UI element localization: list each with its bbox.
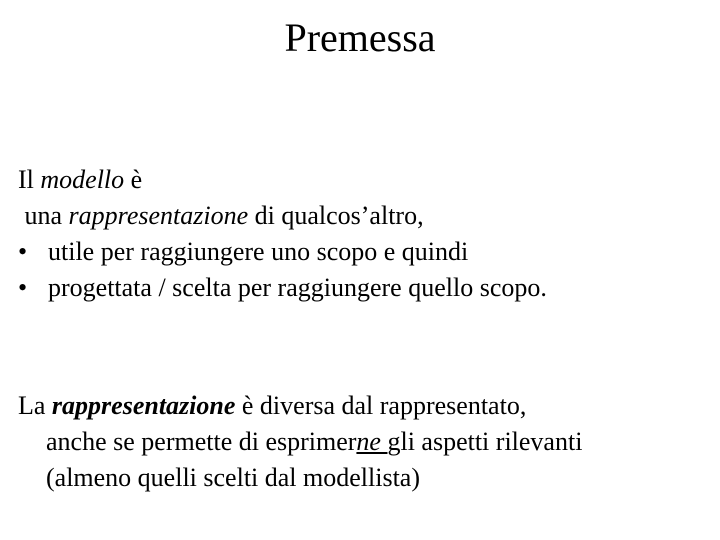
underlined-ne: ne: [356, 427, 388, 456]
paragraph-line-2-pre: anche se permette di esprimer: [46, 427, 357, 456]
term-rappresentazione-bold: rappresentazione: [51, 391, 236, 420]
definition-line-1-post: è: [124, 165, 143, 194]
paragraph-block: [18, 388, 718, 508]
bullet-text-1: utile per raggiungere uno scopo e quindi: [48, 237, 469, 266]
paragraph-line-1-post: è diversa dal rappresentato,: [235, 391, 527, 420]
definition-block: [18, 162, 708, 322]
bullet-icon: •: [18, 273, 28, 302]
definition-line-2: [18, 198, 424, 234]
paragraph-line-1-pre: La: [18, 391, 52, 420]
definition-line-1-pre: Il: [18, 165, 41, 194]
bullet-item-1: [18, 234, 698, 270]
paragraph-line-1: [18, 388, 526, 424]
term-modello: modello: [40, 165, 125, 194]
bullet-text-2: progettata / scelta per raggiungere quello scopo.: [48, 273, 547, 302]
definition-line-2-post: di qualcos’altro,: [248, 201, 424, 230]
paragraph-line-2: [46, 424, 582, 460]
paragraph-line-3: [46, 460, 420, 496]
definition-line-1: [18, 162, 142, 198]
slide-title: Premessa: [284, 15, 436, 60]
term-rappresentazione: rappresentazione: [68, 201, 249, 230]
bullet-icon: •: [18, 237, 28, 266]
bullet-item-2: [18, 270, 698, 306]
definition-line-2-pre: una: [18, 201, 69, 230]
paragraph-line-2-post: gli aspetti rilevanti: [387, 427, 583, 456]
paragraph-line-3-text: (almeno quelli scelti dal modellista): [46, 463, 421, 492]
